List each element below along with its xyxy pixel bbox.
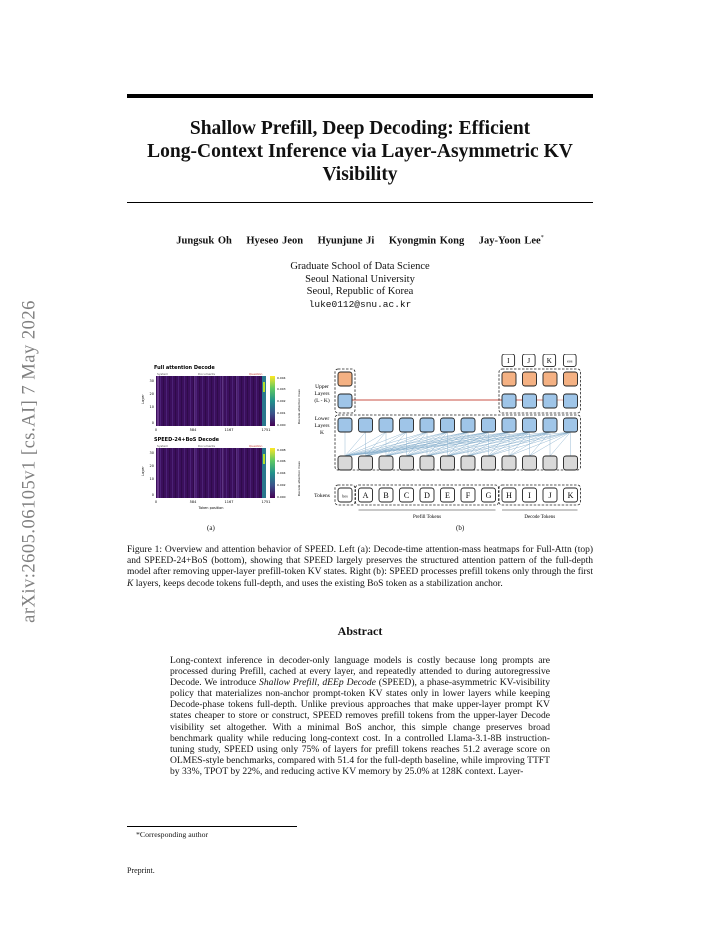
eos-token: eos (567, 358, 573, 364)
mid-layer-node (543, 418, 557, 432)
output-token-K: K (546, 357, 552, 365)
bos-token: bos (342, 493, 348, 499)
heatmap-bottom-region-3: Question (249, 444, 263, 448)
prefill-token-E: E (445, 491, 450, 500)
heatmap-top-grid (156, 376, 266, 426)
footnote-corresponding: *Corresponding author (136, 830, 209, 839)
heatmap-bottom-ctick-2: 0.006 (277, 459, 286, 463)
lower-layer-node (543, 456, 557, 470)
heatmap-bottom-column-b (222, 448, 224, 498)
heatmap-bottom-xtick-2: 584 (189, 500, 197, 504)
prefill-token-A: A (362, 491, 369, 500)
upper-layer-node (523, 372, 537, 386)
figure-diagram (304, 354, 594, 524)
heatmap-top-ylabel: Layer (141, 394, 145, 404)
heatmap-bottom-bos-column (157, 448, 159, 498)
arxiv-identifier: arXiv:2605.06105v1 [cs.AI] 7 May 2026 (19, 300, 40, 623)
lower-layer-node (400, 456, 414, 470)
heatmap-top-region-3: Question (249, 372, 263, 376)
mid-layer-node (359, 418, 373, 432)
heatmap-bottom-xtick-4: 1751 (261, 500, 271, 504)
affiliation-school: Graduate School of Data Science (290, 261, 430, 272)
decode-token-K: K (567, 491, 574, 500)
upper-layer-node (523, 394, 537, 408)
mid-layer-node (379, 418, 393, 432)
upper-layer-node (502, 372, 516, 386)
heatmap-top-region-2: Documents (198, 372, 216, 376)
heatmap-bottom-ctick-1: 0.008 (277, 448, 286, 452)
heatmap-top-ctick-5: 0.000 (277, 423, 286, 427)
output-token-J: J (527, 357, 531, 365)
heatmap-bottom-ytick-2: 20 (149, 464, 154, 468)
author-4: Kyongmin Kong (388, 235, 465, 247)
heatmap-top-ytick-1: 30 (149, 379, 154, 383)
heatmap-top-hotspot (263, 382, 265, 392)
affiliation-university: Seoul National University (305, 273, 415, 285)
heatmap-top-ctick-4: 0.001 (277, 411, 286, 415)
heatmap-bottom-ctick-5: 0.000 (277, 495, 286, 499)
heatmap-bottom-ylabel: Layer (141, 466, 145, 476)
heatmap-figure-svg (136, 362, 306, 520)
lower-layer-node (379, 456, 393, 470)
subfigure-a-label: (a) (207, 524, 215, 532)
heatmap-top-title: Full attention Decode (154, 365, 215, 371)
abstract-heading: Abstract (337, 624, 383, 638)
decode-token-J: J (548, 491, 552, 500)
title-bottom-rule (127, 202, 593, 203)
upper-layers-label-3: (L - K) (314, 398, 330, 404)
caption-text-1: Figure 1: Overview and attention behavior of SPEED. Left (a): Decode-time attention-mass heatmaps for Full-Attn (top) and SPEED-24+BoS (bottom), showing that SPEED largely preserves the structured attention pattern of the full-depth model after removing upper-layer prefill-token KV states. Right (b): SPEED processes prefill tokens only through the first (127, 545, 593, 578)
figure-caption (127, 545, 593, 590)
mid-layer-node (523, 418, 537, 432)
heatmap-bottom-ctick-3: 0.004 (277, 471, 286, 475)
heatmap-top-ctick-1: 0.004 (277, 376, 286, 380)
heatmap-bottom-column-a (194, 448, 196, 498)
caption-text-2: layers, keeps decode tokens full-depth, and uses the existing BoS token as a stabilization anchor. (133, 578, 503, 589)
mid-layer-node (482, 418, 496, 432)
heatmap-top-colorbar (270, 376, 275, 426)
heatmap-bottom-ytick-1: 30 (149, 451, 154, 455)
heatmap-top-ctick-2: 0.003 (277, 387, 286, 391)
prefill-token-B: B (383, 491, 389, 500)
lower-layer-node (523, 456, 537, 470)
heatmap-bottom-colorbar-label: Decode attention mass (297, 461, 301, 496)
heatmap-top-bos-column (157, 376, 159, 426)
upper-layer-node (543, 372, 557, 386)
speed-diagram-svg (304, 354, 594, 524)
abstract-method-name: Shallow Prefill, dEEp Decode (259, 677, 376, 689)
heatmap-top-xtick-3: 1167 (224, 428, 234, 432)
heatmap-bottom-region-1: System (157, 444, 169, 448)
mid-layer-node (564, 418, 578, 432)
lower-layer-node (338, 456, 352, 470)
heatmap-top-ctick-3: 0.002 (277, 399, 286, 403)
heatmap-top-column-c (236, 376, 238, 426)
upper-layer-node (543, 394, 557, 408)
abstract-text-2: (SPEED), a phase-asymmetric KV-visibility policy that materializes non-anchor prompt-token KV states only in lower layers while keeping Decode-phase tokens full-depth. Unlike previous approaches that make upper-layer prompt KV states cheaper to store or construct, SPEED removes prefill tokens from the upper-layer Decode visibility set altogether. With a minimal BoS anchor, this simple change preserves broad benchmark quality while reducing long-context cost. In a controlled Llama-3.1-8B instruction-tuning study, SPEED using only 75% of layers for prefill tokens reaches 51.2 average score on OLMES-style benchmarks, compared with 51.4 for the full-depth baseline, while improving TTFT by 33%, TPOT by 22%, and reducing active KV memory by 25.0% at 128K context. Layer- (170, 677, 550, 777)
heatmap-bottom-ytick-3: 10 (149, 477, 154, 481)
lower-layers-label-1: Lower (314, 416, 330, 422)
heatmap-bottom-xlabel: Token position (198, 506, 224, 510)
preprint-label: Preprint. (127, 866, 155, 875)
heatmap-top-ytick-3: 10 (149, 405, 154, 409)
affiliation-location: Seoul, Republic of Korea (306, 286, 414, 297)
heatmap-top-xtick-2: 584 (189, 428, 197, 432)
heatmap-bottom-ctick-4: 0.002 (277, 483, 286, 487)
lower-layer-node (359, 456, 373, 470)
heatmap-bottom-column-c (236, 448, 238, 498)
prefill-token-D: D (424, 491, 430, 500)
output-token-I: I (507, 357, 510, 365)
lower-layer-node (461, 456, 475, 470)
author-1: Jungsuk Oh (176, 235, 232, 247)
mid-layer-node (461, 418, 475, 432)
heatmap-bottom-ytick-4: 0 (151, 493, 154, 497)
author-email[interactable]: luke0112@snu.ac.kr (308, 298, 412, 310)
decode-token-H: H (506, 491, 512, 500)
lower-layer-node (482, 456, 496, 470)
prefill-tokens-label: Prefill Tokens (412, 515, 442, 520)
decode-tokens-label: Decode Tokens (524, 515, 556, 520)
abstract-body (170, 655, 550, 777)
heatmap-bottom-grid (156, 448, 266, 498)
upper-layers-label-1: Upper (315, 384, 329, 390)
upper-layer-node (564, 372, 578, 386)
affiliation (127, 261, 593, 311)
upper-layer-node (338, 372, 352, 386)
corresponding-mark: * (540, 235, 544, 241)
decode-token-I: I (528, 491, 531, 500)
mid-layer-node (420, 418, 434, 432)
title-line-2: Long-Context Inference via Layer-Asymmetric KV (147, 141, 573, 162)
heatmap-bottom-colorbar (270, 448, 275, 498)
lower-layer-node (441, 456, 455, 470)
heatmap-bottom-xtick-1: 0 (154, 500, 158, 504)
subfigure-b-label: (b) (456, 524, 465, 532)
mid-layer-node (338, 418, 352, 432)
author-list (127, 235, 593, 247)
heatmap-top-ytick-4: 0 (151, 421, 154, 425)
author-2: Hyeseo Jeon (246, 235, 304, 247)
lower-layers-label-3: K (320, 430, 324, 436)
paper-title (127, 117, 593, 186)
heatmap-top-column-a (194, 376, 196, 426)
abstract-text-1: Long-context inference in decoder-only language models is costly because long prompts are processed during Prefill, cached at every layer, and repeatedly attended to during autoregressive Decode. We introduce (170, 655, 550, 689)
heatmap-bottom-region-2: Documents (198, 444, 216, 448)
upper-layer-node (502, 394, 516, 408)
title-top-rule (127, 94, 593, 98)
mid-layer-node (502, 418, 516, 432)
prefill-token-F: F (465, 491, 471, 500)
lower-layer-node (502, 456, 516, 470)
prefill-token-G: G (485, 491, 492, 500)
caption-k-variable: K (127, 578, 134, 589)
tokens-row-label: Tokens (314, 493, 330, 499)
heatmap-bottom-title: SPEED-24+BoS Decode (154, 437, 220, 443)
upper-layers-label-2: Layers (314, 391, 330, 397)
lower-layers-label-2: Layers (314, 423, 330, 429)
title-line-3: Visibility (322, 164, 398, 185)
mid-layer-node (441, 418, 455, 432)
figure-heatmaps (136, 362, 306, 520)
heatmap-top-column-b (222, 376, 224, 426)
mid-layer-node (400, 418, 414, 432)
upper-layer-node (338, 394, 352, 408)
heatmap-top-xtick-1: 0 (154, 428, 158, 432)
footnote-rule (127, 826, 297, 827)
heatmap-top-ytick-2: 20 (149, 392, 154, 396)
heatmap-top-colorbar-label: Decode attention mass (297, 389, 301, 424)
upper-layer-node (564, 394, 578, 408)
heatmap-bottom-hotspot (263, 454, 265, 464)
heatmap-top-region-1: System (157, 372, 169, 376)
heatmap-bottom-xtick-3: 1167 (224, 500, 234, 504)
lower-layer-node (420, 456, 434, 470)
author-5: Jay-Yoon Lee (478, 235, 541, 247)
heatmap-top-xtick-4: 1751 (261, 428, 271, 432)
title-line-1: Shallow Prefill, Deep Decoding: Efficient (189, 118, 531, 139)
prefill-token-C: C (403, 491, 410, 500)
author-3: Hyunjune Ji (317, 235, 375, 247)
lower-layer-node (564, 456, 578, 470)
